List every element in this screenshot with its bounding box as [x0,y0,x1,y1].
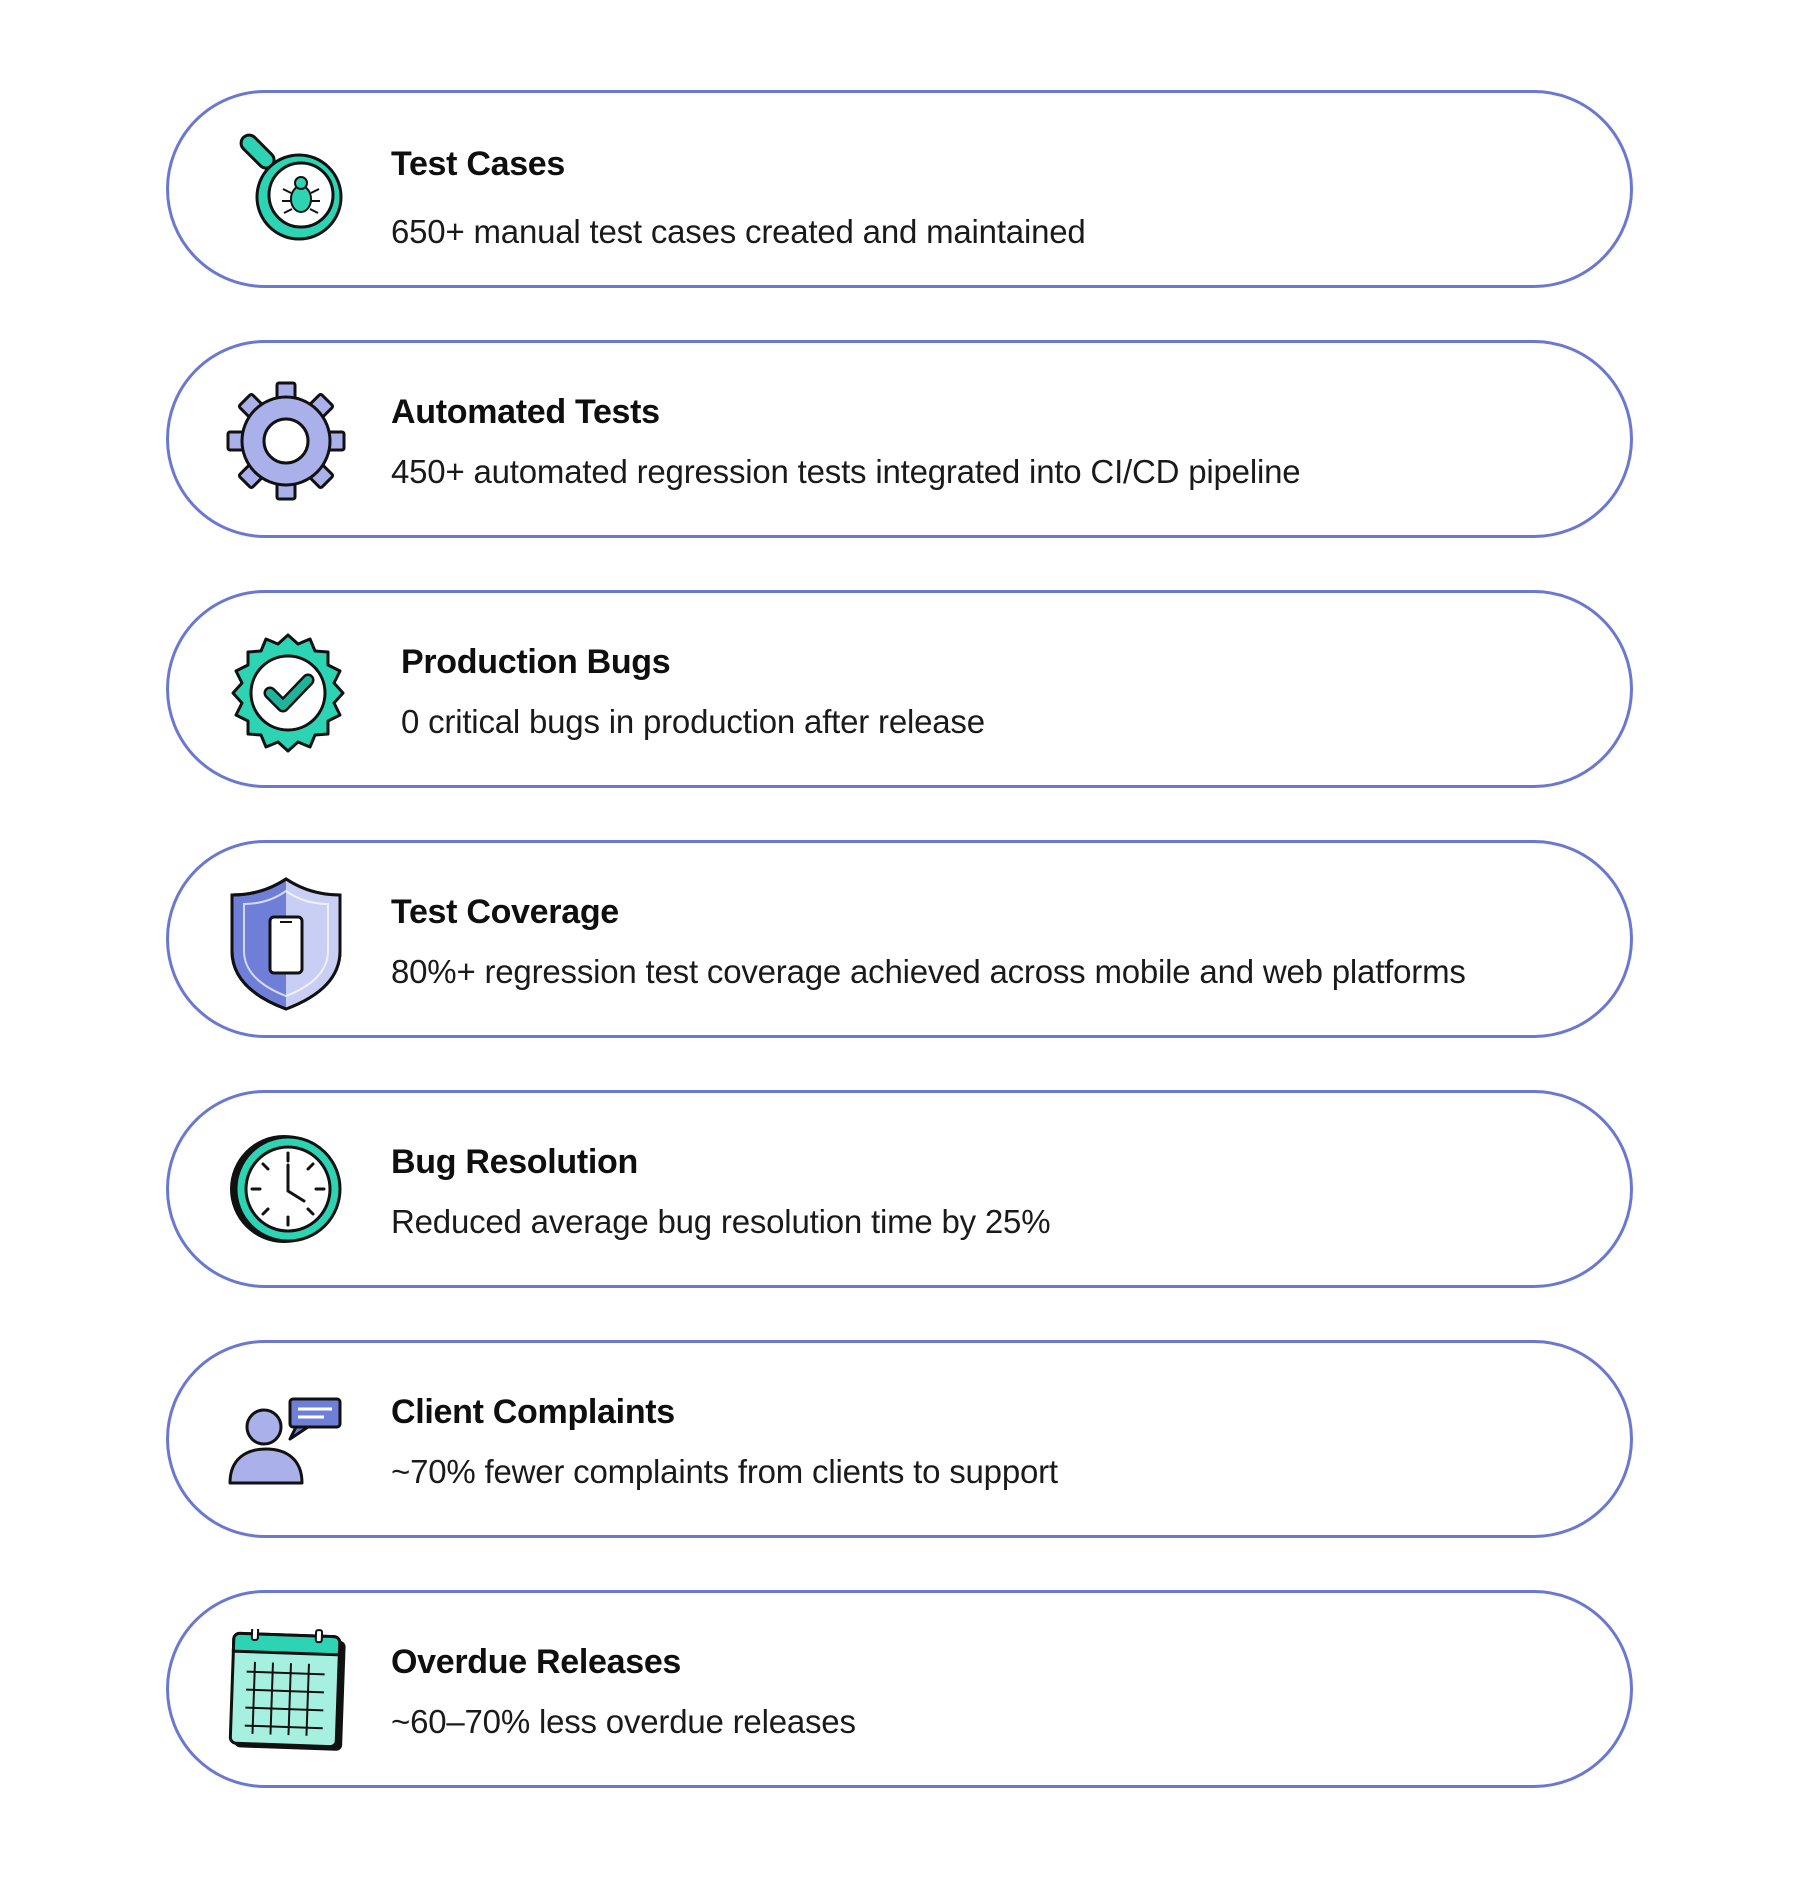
checkmark-badge-icon [224,629,348,753]
card-test-cases [166,90,1633,288]
card-automated-tests [166,340,1633,538]
user-chat-icon [224,1379,348,1503]
card-title: Bug Resolution [391,1143,638,1181]
card-description: 80%+ regression test coverage achieved across mobile and web platforms [391,953,1466,990]
card-overdue-releases [166,1590,1633,1788]
card-description: 0 critical bugs in production after release [401,703,985,740]
card-title: Overdue Releases [391,1643,682,1681]
card-title: Client Complaints [391,1393,675,1431]
card-title: Test Cases [391,145,566,183]
card-title: Test Coverage [391,893,619,931]
calendar-icon [224,1629,348,1753]
shield-phone-icon [224,873,348,1013]
card-production-bugs [166,590,1633,788]
card-bug-resolution [166,1090,1633,1288]
card-client-complaints [166,1340,1633,1538]
gear-icon [224,379,348,503]
card-description: ~70% fewer complaints from clients to support [391,1453,1058,1490]
card-description: 650+ manual test cases created and maintained [391,213,1086,250]
card-description: Reduced average bug resolution time by 25% [391,1203,1051,1240]
card-description: 450+ automated regression tests integrated into CI/CD pipeline [391,453,1301,490]
card-title: Automated Tests [391,393,660,431]
card-description: ~60–70% less overdue releases [391,1703,856,1740]
card-test-coverage [166,840,1633,1038]
magnifier-bug-icon [229,123,353,247]
clock-icon [224,1129,348,1253]
card-title: Production Bugs [401,643,671,681]
